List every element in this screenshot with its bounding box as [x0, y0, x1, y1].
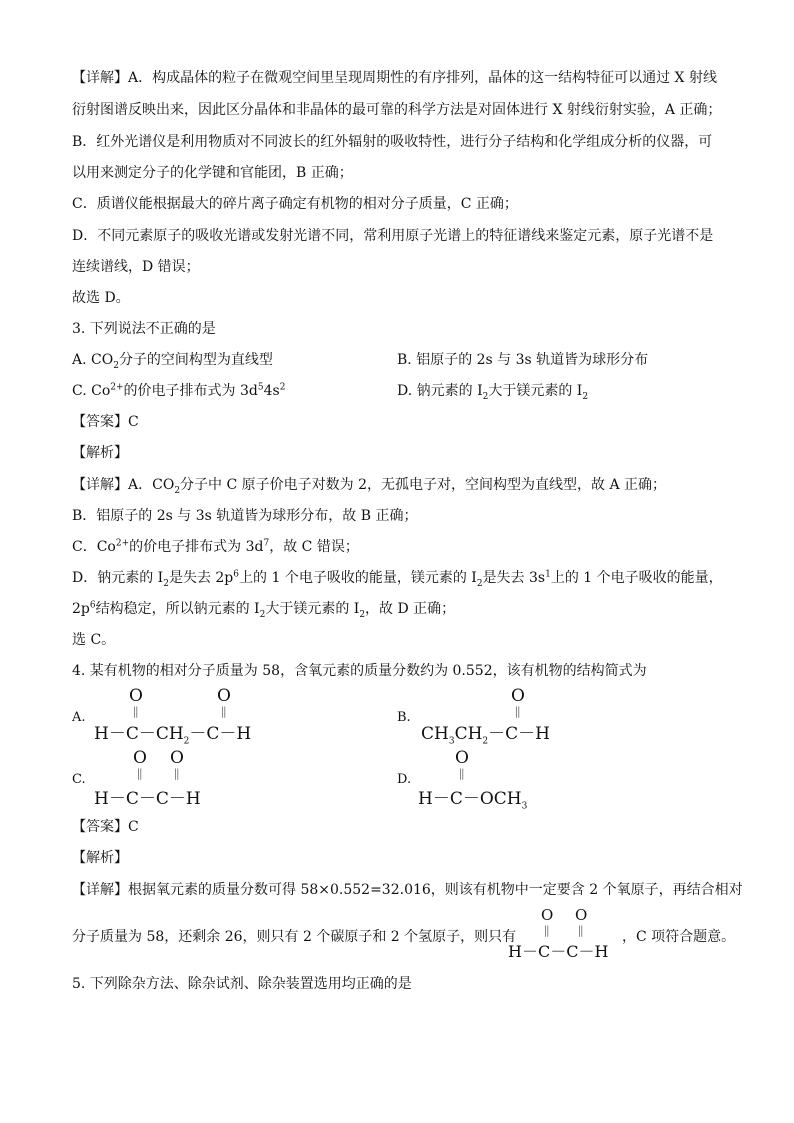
double-bond: || — [221, 705, 226, 718]
detail-3a: 【详解】A．$CO_2$分子中 C 原子价电子对数为 2，无孤电子对，空间构型为直线型，故 A 正确； — [72, 477, 667, 496]
oxygen-atom: O — [575, 906, 588, 924]
answer-4: 【答案】C — [72, 819, 139, 835]
question-5: 5. 下列除杂方法、除杂试剂、除杂装置选用均正确的是 — [72, 976, 412, 992]
option-3d: D. 钠元素的 $I_2$大于镁元素的 $I_2$ — [397, 383, 589, 402]
analysis-4-heading: 【解析】 — [72, 850, 128, 866]
oxygen-atom: O — [455, 748, 469, 768]
text-line: C．质谱仪能根据最大的碎片离子确定有机物的相对分子质量，C 正确； — [72, 196, 518, 212]
question-4: 4. 某有机物的相对分子质量为 58，含氧元素的质量分数约为 0.552，该有机物的结构简式为 — [72, 663, 647, 679]
question-3: 3. 下列说法不正确的是 — [72, 321, 216, 337]
text-line: B．红外光谱仪是利用物质对不同波长的红外辐射的吸收特性，进行分子结构和化学组成分析的仪器，可 — [72, 134, 713, 150]
double-bond: || — [578, 924, 583, 937]
double-bond: || — [174, 767, 179, 780]
text-line: 连续谱线，D 错误； — [72, 259, 200, 275]
detail-3c: C．$Co^{2+}$的价电子排布式为 $3d^7$，故 C 错误； — [72, 538, 359, 555]
text-line: 以用来测定分子的化学键和官能团，B 正确； — [72, 165, 353, 181]
analysis-3-heading: 【解析】 — [72, 445, 128, 461]
option-3c: C. $Co^{2+}$的价电子排布式为 $3d^54s^2$ — [72, 382, 286, 399]
oxygen-atom: O — [170, 748, 184, 768]
double-bond: || — [544, 924, 549, 937]
text-line: 衍射图谱反映出来，因此区分晶体和非晶体的最可靠的科学方法是对固体进行 X 射线衍射实验，A 正确； — [72, 102, 722, 118]
detail-4b-text: 分子质量为 58，还剩余 26，则只有 2 个碳原子和 2 个氢原子，则只有 — [72, 929, 517, 945]
oxygen-atom: O — [129, 686, 143, 706]
oxygen-atom: O — [511, 686, 525, 706]
oxygen-atom: O — [133, 748, 147, 768]
option-3b: B. 铝原子的 2s 与 3s 轨道皆为球形分布 — [397, 352, 649, 368]
oxygen-atom: O — [217, 686, 231, 706]
double-bond: || — [515, 705, 520, 718]
detail-4a: 【详解】根据氧元素的质量分数可得 58×0.552=32.016，则该有机物中一定要含 2 个氧原子，再结合相对 — [72, 882, 743, 898]
double-bond: || — [137, 767, 142, 780]
text-line: 故选 D。 — [72, 290, 130, 306]
detail-4b-tail: ，C 项符合题意。 — [622, 929, 736, 945]
answer-3: 【答案】C — [72, 414, 139, 430]
text-line: 【详解】A．构成晶体的粒子在微观空间里呈现周期性的有序排列，晶体的这一结构特征可以通过 X 射线 — [72, 70, 717, 86]
oxygen-atom: O — [541, 906, 554, 924]
text-line: D．不同元素原子的吸收光谱或发射光谱不同，常利用原子光谱上的特征谱线来鉴定元素，原子光谱不是 — [72, 228, 714, 244]
double-bond: || — [459, 767, 464, 780]
detail-3e: 选 C。 — [72, 632, 116, 648]
detail-3d-2: $2p^6$结构稳定，所以钠元素的 $I_2$大于镁元素的 $I_2$，故 D 正确； — [72, 600, 456, 620]
detail-3b: B．铝原子的 2s 与 3s 轨道皆为球形分布，故 B 正确； — [72, 508, 418, 524]
double-bond: || — [133, 705, 138, 718]
detail-3d-1: D．钠元素的 $I_2$是失去 $2p^6$上的 1 个电子吸收的能量，镁元素的 $I_2$是失去 $3s^1$上的 1 个电子吸收的能量， — [72, 569, 723, 589]
option-3a: A. $CO_2$分子的空间构型为直线型 — [72, 352, 273, 371]
